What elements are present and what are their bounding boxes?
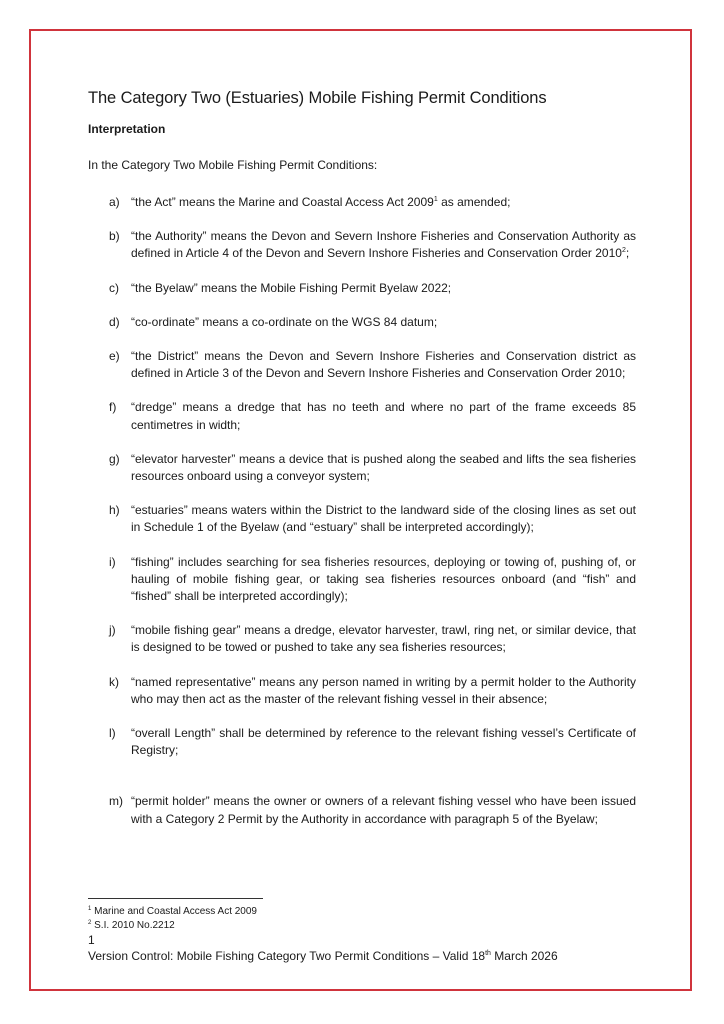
definition-text: “estuaries” means waters within the District to the landward side of the closing lines as set out in Schedule 1 of the Byelaw (and “estuary” shall be interpreted accordingly); (131, 503, 636, 535)
definition-text: “overall Length” shall be determined by reference to the relevant fishing vessel’s Certificate of Registry; (131, 726, 636, 758)
definition-text: “elevator harvester” means a device that is pushed along the seabed and lifts the sea fisheries resources onboard using a conveyor system; (131, 451, 636, 484)
definition-text: “the District” means the Devon and Severn Inshore Fisheries and Conservation district as defined in Article 3 of the Devon and Severn Inshore Fisheries and Conservation Order 2010; (131, 349, 636, 381)
definition-item (88, 725, 636, 759)
definition-label: h) (109, 503, 120, 518)
footnote-ref[interactable]: 1 (433, 196, 438, 203)
definition-item (88, 280, 636, 297)
definition-label: d) (109, 314, 120, 329)
definition-text: “fishing” includes searching for sea fisheries resources, deploying or towing of, pushing of, or hauling of mobile fishing gear, or taking sea fisheries resources onboard (and “fish” and “fished” shall be interpreted accordingly); (131, 554, 636, 604)
definition-label: k) (109, 674, 119, 689)
definition-label: g) (109, 451, 120, 466)
footnote-text: Marine and Coastal Access Act 2009 (94, 906, 257, 917)
definition-item (88, 502, 636, 536)
definition-label: j) (109, 623, 116, 638)
footnote-text: S.I. 2010 No.2212 (94, 919, 175, 931)
definition-text: “dredge” means a dredge that has no teeth and where no part of the frame exceeds 85 centimetres in width; (131, 400, 636, 432)
definition-item (88, 793, 636, 827)
definition-label: f) (109, 400, 117, 415)
version-sup: th (485, 950, 491, 957)
intro-paragraph: In the Category Two Mobile Fishing Permit Conditions: (88, 158, 378, 172)
definition-text: “named representative” means any person named in writing by a permit holder to the Authority who may then act as the master of the relevant fishing vessel in their absence; (131, 674, 636, 706)
definition-text: “co-ordinate” means a co-ordinate on the WGS 84 datum; (131, 314, 438, 329)
definition-text-part: as amended; (437, 195, 511, 209)
definition-item (88, 228, 636, 262)
footnotes (88, 905, 257, 932)
version-text: Version Control: Mobile Fishing Category Two Permit Conditions – Valid 18 (88, 949, 486, 963)
definition-text: “mobile fishing gear” means a dredge, elevator harvester, trawl, ring net, or similar device, that is designed to be towed or pushed to take any sea fisheries resources; (131, 623, 636, 655)
footnote-number: 2 (88, 919, 92, 926)
definition-item (88, 622, 636, 656)
footnote-item (88, 905, 257, 919)
definition-text-part: “the Act” means the Marine and Coastal Access Act 2009 (131, 195, 434, 209)
page-footer (88, 932, 558, 964)
footnote-separator (88, 898, 263, 899)
definition-item (88, 674, 636, 708)
version-text: March 2026 (490, 949, 558, 963)
footnote-number: 1 (88, 906, 92, 912)
definition-label: l) (109, 726, 116, 741)
section-heading: Interpretation (88, 122, 166, 136)
definition-item (88, 451, 636, 485)
definition-label: b) (109, 229, 120, 244)
version-control (88, 948, 558, 964)
definition-item (88, 194, 636, 211)
definition-text (131, 229, 636, 260)
definition-text-part: “the Authority” means the Devon and Severn Inshore Fisheries and Conservation Authority as defined in Article 4 of the Devon and Severn Inshore Fisheries and Conservation Order 2010 (131, 229, 636, 261)
definitions-list (88, 194, 636, 828)
definition-text: “permit holder” means the owner or owners of a relevant fishing vessel who have been issued with a Category 2 Permit by the Authority in accordance with paragraph 5 of the Byelaw; (131, 794, 636, 826)
definition-text-part: ; (625, 246, 630, 261)
definition-label: e) (109, 349, 120, 364)
definition-text: “the Byelaw” means the Mobile Fishing Permit Byelaw 2022; (131, 280, 452, 295)
definition-item (88, 399, 636, 433)
document-body (88, 88, 636, 845)
footnote-item (88, 919, 257, 933)
definition-item (88, 554, 636, 606)
definition-label: a) (109, 195, 120, 209)
footnote-ref[interactable]: 2 (621, 247, 626, 255)
definition-item (88, 348, 636, 382)
definition-label: i) (109, 554, 116, 569)
definition-label: m) (109, 794, 123, 809)
page-number: 1 (88, 933, 95, 947)
definition-text (131, 195, 510, 209)
definition-item (88, 314, 636, 331)
definition-label: c) (109, 280, 119, 295)
document-title: The Category Two (Estuaries) Mobile Fishing Permit Conditions (88, 89, 547, 107)
